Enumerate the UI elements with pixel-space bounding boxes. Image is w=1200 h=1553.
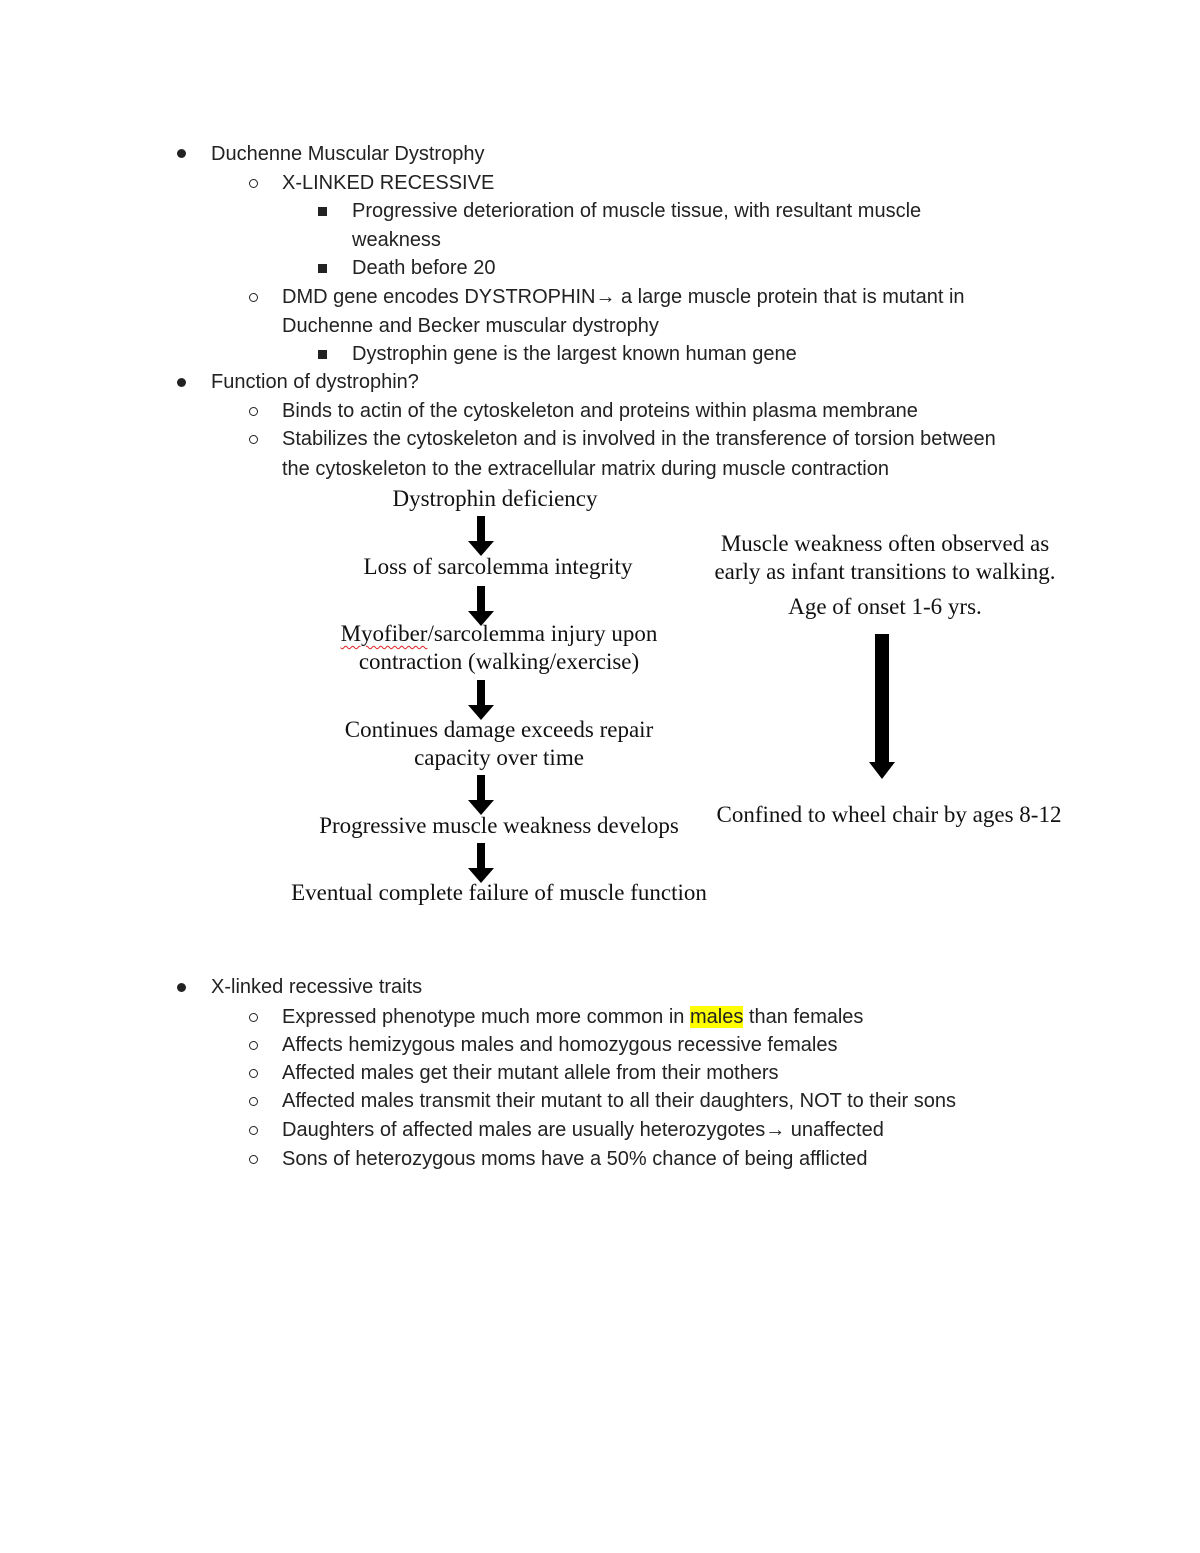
bullet-level2 — [249, 293, 258, 302]
list-item: Daughters of affected males are usually heterozygotes→ unaffected — [282, 1119, 884, 1141]
bullet-level3 — [318, 207, 327, 216]
timeline-note-walking: early as infant transitions to walking. — [714, 559, 1056, 584]
section-title-function: Function of dystrophin? — [211, 371, 419, 393]
timeline-note-age-onset: Age of onset 1-6 yrs. — [788, 594, 982, 619]
list-item — [282, 1004, 863, 1030]
flow-step-myofiber-injury — [341, 620, 658, 648]
list-item: Affected males transmit their mutant to all their daughters, NOT to their sons — [282, 1090, 957, 1112]
long-down-arrow-icon — [868, 634, 896, 780]
spellcheck-flagged-word: Myofiber — [340, 621, 428, 646]
flow-step-dystrophin-deficiency: Dystrophin deficiency — [392, 486, 598, 511]
flow-step-complete-failure: Eventual complete failure of muscle function — [291, 880, 707, 905]
list-item-continuation: the cytoskeleton to the extracellular matrix during muscle contraction — [282, 458, 889, 480]
flow-step-continued-damage-line2: capacity over time — [414, 745, 584, 770]
bullet-level2 — [249, 407, 258, 416]
bullet-level3 — [318, 350, 327, 359]
bullet-level2 — [249, 1069, 258, 1078]
list-item: Stabilizes the cytoskeleton and is involved in the transference of torsion between — [282, 428, 996, 450]
bullet-level1 — [177, 378, 186, 387]
highlighted-word: males — [689, 1006, 744, 1028]
list-item: Affected males get their mutant allele from their mothers — [282, 1062, 779, 1084]
flow-step-progressive-weakness: Progressive muscle weakness develops — [319, 813, 679, 838]
list-item: Progressive deterioration of muscle tissue, with resultant muscle — [352, 200, 922, 222]
flow-step-loss-of-integrity: Loss of sarcolemma integrity — [363, 554, 633, 579]
bullet-level3 — [318, 264, 327, 273]
bullet-level2 — [249, 435, 258, 444]
section-title-duchenne: Duchenne Muscular Dystrophy — [211, 143, 485, 165]
flow-step-text: /sarcolemma injury upon — [427, 621, 658, 646]
timeline-note-weakness: Muscle weakness often observed as — [720, 531, 1050, 556]
flow-step-continued-damage: Continues damage exceeds repair — [344, 717, 654, 742]
bullet-level2 — [249, 1155, 258, 1164]
bullet-level2 — [249, 1126, 258, 1135]
list-item: Binds to actin of the cytoskeleton and proteins within plasma membrane — [282, 400, 918, 422]
list-item-continuation: Duchenne and Becker muscular dystrophy — [282, 315, 659, 337]
down-arrow-icon — [466, 775, 496, 817]
list-item-continuation: weakness — [352, 229, 441, 251]
section-title-xlinked: X-linked recessive traits — [211, 976, 423, 998]
down-arrow-icon — [466, 516, 496, 558]
timeline-note-wheelchair: Confined to wheel chair by ages 8-12 — [716, 802, 1062, 827]
list-item: DMD gene encodes DYSTROPHIN→ a large muscle protein that is mutant in — [282, 286, 965, 308]
bullet-level2 — [249, 1041, 258, 1050]
bullet-level1 — [177, 149, 186, 158]
list-item: Affects hemizygous males and homozygous recessive females — [282, 1034, 838, 1056]
list-item-text: Expressed phenotype much more common in — [282, 1006, 690, 1028]
list-item: Sons of heterozygous moms have a 50% chance of being afflicted — [282, 1148, 868, 1170]
bullet-level2 — [249, 1013, 258, 1022]
bullet-level2 — [249, 1097, 258, 1106]
flow-step-myofiber-injury-line2: contraction (walking/exercise) — [358, 649, 640, 674]
list-item-text: than females — [743, 1006, 864, 1028]
list-item: X-LINKED RECESSIVE — [282, 172, 495, 194]
bullet-level1 — [177, 983, 186, 992]
list-item: Death before 20 — [352, 257, 496, 279]
bullet-level2 — [249, 179, 258, 188]
list-item: Dystrophin gene is the largest known human gene — [352, 343, 797, 365]
